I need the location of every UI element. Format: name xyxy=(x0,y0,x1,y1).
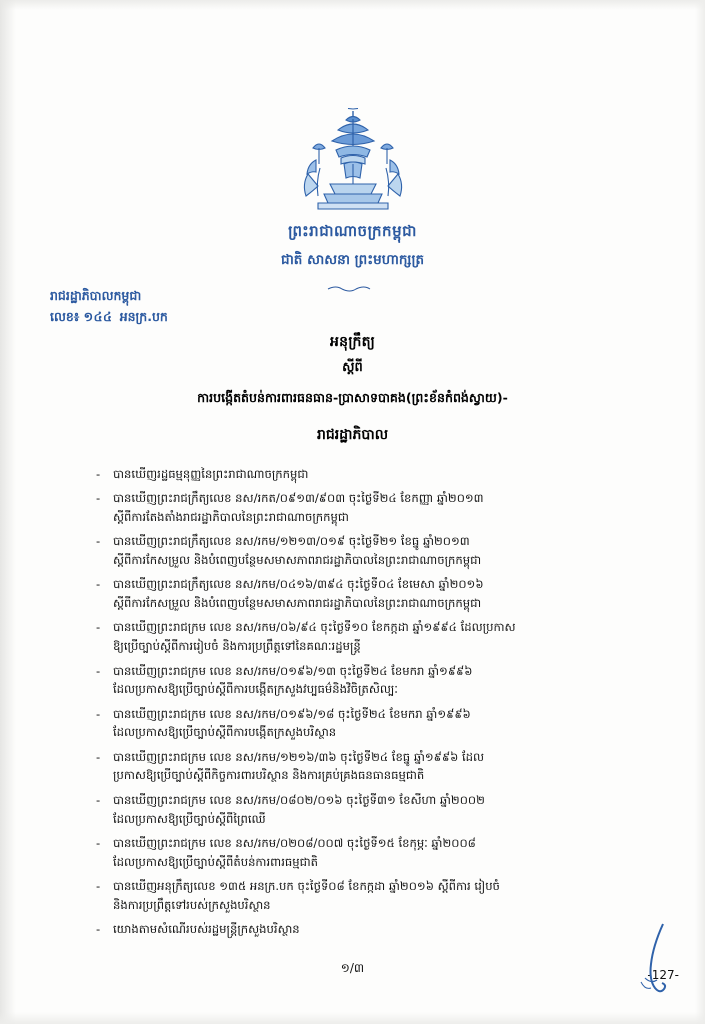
list-item xyxy=(96,575,665,613)
list-item xyxy=(96,532,665,570)
bullet-dash: - xyxy=(96,663,101,678)
bullet-dash: - xyxy=(96,467,101,481)
clause-line: ដែលប្រកាសឱ្យប្រើច្បាប់ស្តីពីការបង្កើតក្រសួងវប្បធម៌និងវិចិត្រសិល្បៈ xyxy=(113,682,398,697)
scan-edge-right xyxy=(695,0,705,1024)
clause-line: បានឃើញព្រះរាជក្រឹត្យលេខ នស/រកត/០៩១៣/៩០៣ ចុះថ្ងៃទី២៤ ខែកញ្ញា ឆ្នាំ២០១៣ xyxy=(113,491,484,506)
clause-line: យោងតាមសំណើរបស់រដ្ឋមន្ត្រីក្រសួងបរិស្ថាន xyxy=(113,921,300,936)
document-title-block xyxy=(0,332,705,408)
clause-line: បានឃើញព្រះរាជក្រឹត្យលេខ នស/រកម/០៤១៦/៣៩៤ ចុះថ្ងៃទី០៤ ខែមេសា ឆ្នាំ២០១៦ xyxy=(113,577,484,592)
bullet-dash: - xyxy=(96,792,101,807)
kingdom-heading xyxy=(0,222,705,283)
clause-line: បានឃើញព្រះរាជក្រម លេខ នស/រកម/០៨០២/០១៦ ចុះថ្ងៃទី៣១ ខែសីហា ឆ្នាំ២០០២ xyxy=(113,792,485,807)
title-topic: ការបង្កើតតំបន់ការពារធនធាន-ប្រាសាទបាគង(ព្រះខ័នកំពង់ស្វាយ)- xyxy=(197,390,508,405)
clause-line: បានឃើញព្រះរាជក្រម លេខ នស/រកម/០២០៨/០០៧ ចុះថ្ងៃទី១៥ ខែកុម្ភៈ ឆ្នាំ២០០៨ xyxy=(113,835,476,850)
list-item xyxy=(96,662,665,700)
clause-line: ប្រកាសឱ្យប្រើច្បាប់ស្តីពីកិច្ចការពារបរិស្ថាន និងការគ្រប់គ្រងធនធានធម្មជាតិ xyxy=(113,768,425,783)
clause-line: បានឃើញព្រះរាជក្រឹត្យលេខ នស/រកម/១២១៣/០១៩ ចុះថ្ងៃទី២១ ខែធ្នូ ឆ្នាំ២០១៣ xyxy=(113,534,470,549)
list-item xyxy=(96,877,665,915)
list-item xyxy=(96,465,665,484)
bullet-dash: - xyxy=(96,620,101,635)
clause-line: បានឃើញរដ្ឋធម្មនុញ្ញនៃព្រះរាជាណាចក្រកម្ពុជា xyxy=(113,467,309,481)
list-item xyxy=(96,618,665,656)
document-number xyxy=(50,306,168,327)
bullet-dash: - xyxy=(96,534,101,549)
page-number-center: ១/៣ xyxy=(340,961,365,975)
decorative-divider-icon xyxy=(326,277,380,283)
clause-line: ស្តីពីការកែសម្រួល និងបំពេញបន្ថែមសមាសភាពរាជរដ្ឋាភិបាលនៃព្រះរាជាណាចក្រកម្ពុជា xyxy=(113,596,482,611)
list-item xyxy=(96,834,665,872)
government-organization: រាជរដ្ឋាភិបាលកម្ពុជា xyxy=(50,288,142,303)
page-title: អនុក្រឹត្យ xyxy=(329,334,376,350)
document-number-suffix: អនក្រ.បក xyxy=(119,309,168,325)
list-item xyxy=(96,489,665,527)
bullet-dash: - xyxy=(96,835,101,850)
clause-line: ឱ្យប្រើច្បាប់ស្តីពីការរៀបចំ និងការប្រព្រឹត្តទៅនៃគណៈរដ្ឋមន្ត្រី xyxy=(113,639,361,654)
clause-line: បានឃើញអនុក្រឹត្យលេខ ១៣៥ អនក្រ.បក ចុះថ្ងៃទី០៨ ខែកក្កដា ឆ្នាំ២០១៦ ស្តីពីការ រៀបចំ xyxy=(113,878,500,893)
clause-line: ស្តីពីការតែងតាំងរាជរដ្ឋាភិបាលនៃព្រះរាជាណាចក្រកម្ពុជា xyxy=(113,510,349,525)
kingdom-name: ព្រះរាជាណាចក្រកម្ពុជា xyxy=(288,222,417,240)
section-heading: រាជរដ្ឋាភិបាល xyxy=(316,427,389,443)
clause-line: បានឃើញព្រះរាជក្រម លេខ នស/រកម/០១៩៦/១៣ ចុះថ្ងៃទី២៤ ខែមករា ឆ្នាំ១៩៩៦ xyxy=(113,663,473,678)
clause-list xyxy=(96,465,665,944)
clause-line: ដែលប្រកាសឱ្យប្រើច្បាប់ស្តីពីតំបន់ការពារធម្មជាតិ xyxy=(113,854,318,869)
document-number-value: ១៤៤ xyxy=(83,309,113,325)
bullet-dash: - xyxy=(96,878,101,893)
bullet-dash: - xyxy=(96,749,101,764)
clause-line: ស្តីពីការកែសម្រួល និងបំពេញបន្ថែមសមាសភាពរាជរដ្ឋាភិបាលនៃព្រះរាជាណាចក្រកម្ពុជា xyxy=(113,553,482,568)
kingdom-motto: ជាតិ សាសនា ព្រះមហាក្សត្រ xyxy=(280,252,425,268)
clause-line: ដែលប្រកាសឱ្យប្រើច្បាប់ស្តីពីការបង្កើតក្រសួងបរិស្ថាន xyxy=(113,725,337,740)
government-block xyxy=(50,285,168,328)
scan-edge-top xyxy=(0,0,705,10)
bullet-dash: - xyxy=(96,577,101,592)
page-number-right: -127- xyxy=(647,968,679,982)
bullet-dash: - xyxy=(96,921,101,936)
document-number-label: លេខ៖ xyxy=(50,309,80,325)
bullet-dash: - xyxy=(96,491,101,506)
clause-line: បានឃើញព្រះរាជក្រម លេខ នស/រកម/០៦/៩៤ ចុះថ្ងៃទី១០ ខែកក្កដា ឆ្នាំ១៩៩៤ ដែលប្រកាស xyxy=(113,620,516,635)
scan-edge-bottom xyxy=(0,1012,705,1024)
list-item xyxy=(96,791,665,829)
clause-line: បានឃើញព្រះរាជក្រម លេខ នស/រកម/១២១៦/៣៦ ចុះថ្ងៃទី២៤ ខែធ្នូ ឆ្នាំ១៩៩៦ ដែល xyxy=(113,749,485,764)
list-item xyxy=(96,705,665,743)
title-subheading: ស្តីពី xyxy=(342,360,363,375)
clause-line: និងការប្រព្រឹត្តទៅរបស់ក្រសួងបរិស្ថាន xyxy=(113,897,271,912)
list-item xyxy=(96,748,665,786)
clause-line: បានឃើញព្រះរាជក្រម លេខ នស/រកម/០១៩៦/១៨ ចុះថ្ងៃទី២៤ ខែមករា ឆ្នាំ១៩៩៦ xyxy=(113,706,471,721)
list-item xyxy=(96,920,665,939)
clause-line: ដែលប្រកាសឱ្យប្រើច្បាប់ស្តីពីព្រៃឈើ xyxy=(113,811,266,826)
royal-arms-of-cambodia-emblem xyxy=(278,108,428,218)
bullet-dash: - xyxy=(96,706,101,721)
scan-edge-left xyxy=(0,0,16,1024)
